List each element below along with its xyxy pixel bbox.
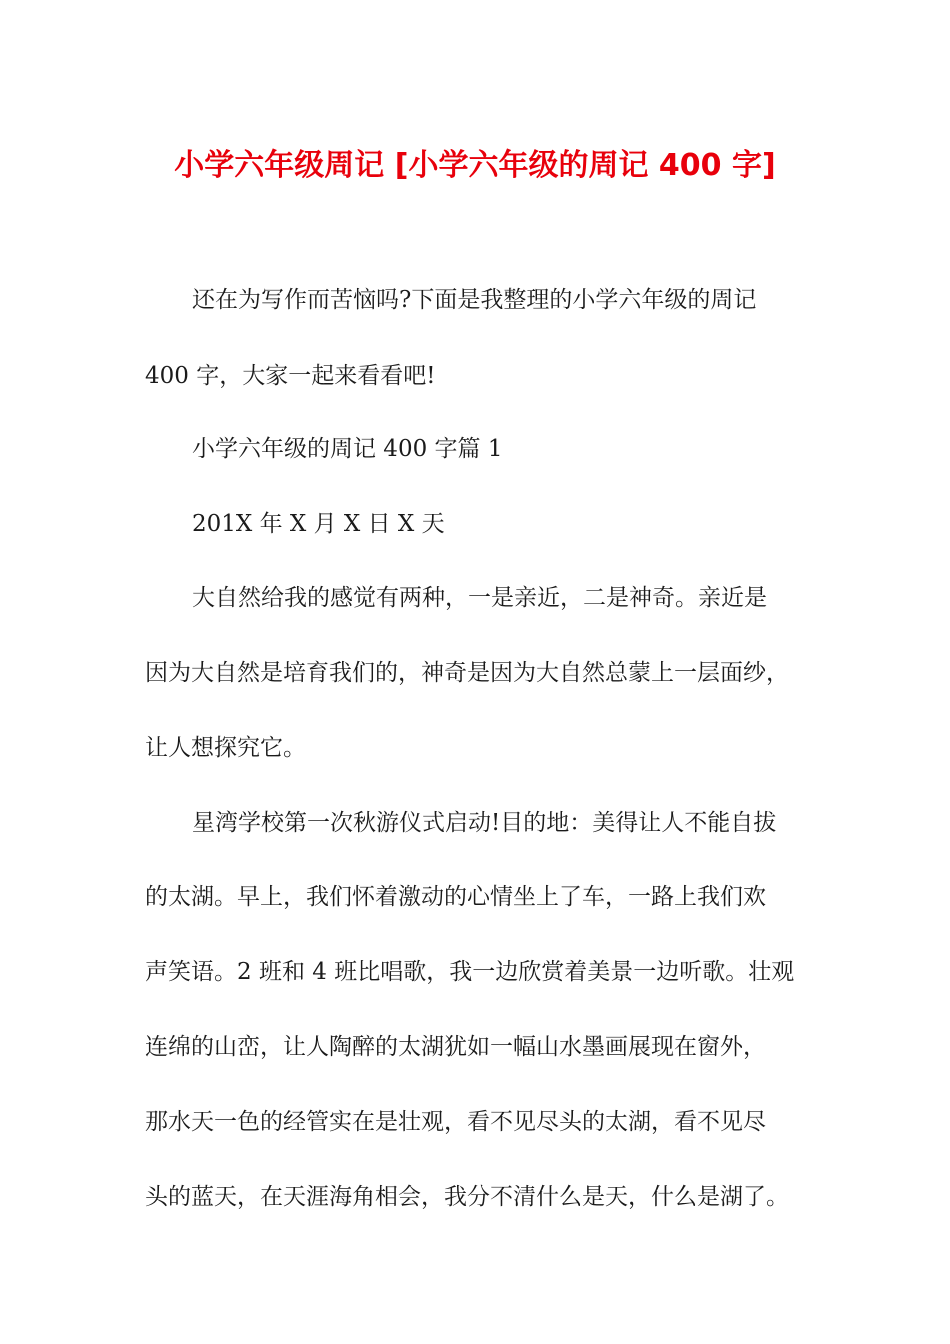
paragraph-1-line-3: 让人想探究它。: [145, 735, 306, 761]
paragraph-2-line-5: 那水天一色的经管实在是壮观，看不见尽头的太湖，看不见尽: [145, 1109, 766, 1135]
document-title: 小学六年级周记 [小学六年级的周记 400 字]: [174, 148, 776, 183]
date-line: 201X 年 X 月 X 日 X 天: [192, 511, 445, 537]
paragraph-1-line-1: 大自然给我的感觉有两种，一是亲近，二是神奇。亲近是: [192, 585, 767, 611]
paragraph-intro-line-1: 还在为写作而苦恼吗?下面是我整理的小学六年级的周记: [192, 287, 757, 313]
paragraph-1-line-2: 因为大自然是培育我们的，神奇是因为大自然总蒙上一层面纱，: [145, 660, 789, 686]
paragraph-intro-line-2: 400 字，大家一起来看看吧!: [145, 363, 436, 389]
paragraph-2-line-1: 星湾学校第一次秋游仪式启动!目的地：美得让人不能自拔: [192, 810, 777, 836]
paragraph-2-line-2: 的太湖。早上，我们怀着激动的心情坐上了车，一路上我们欢: [145, 884, 766, 910]
paragraph-2-line-4: 连绵的山峦，让人陶醉的太湖犹如一幅山水墨画展现在窗外，: [145, 1034, 766, 1060]
paragraph-2-line-3: 声笑语。2 班和 4 班比唱歌，我一边欣赏着美景一边听歌。壮观: [145, 959, 795, 985]
paragraph-2-line-6: 头的蓝天，在天涯海角相会，我分不清什么是天，什么是湖了。: [145, 1184, 789, 1210]
section-heading: 小学六年级的周记 400 字篇 1: [192, 436, 503, 462]
